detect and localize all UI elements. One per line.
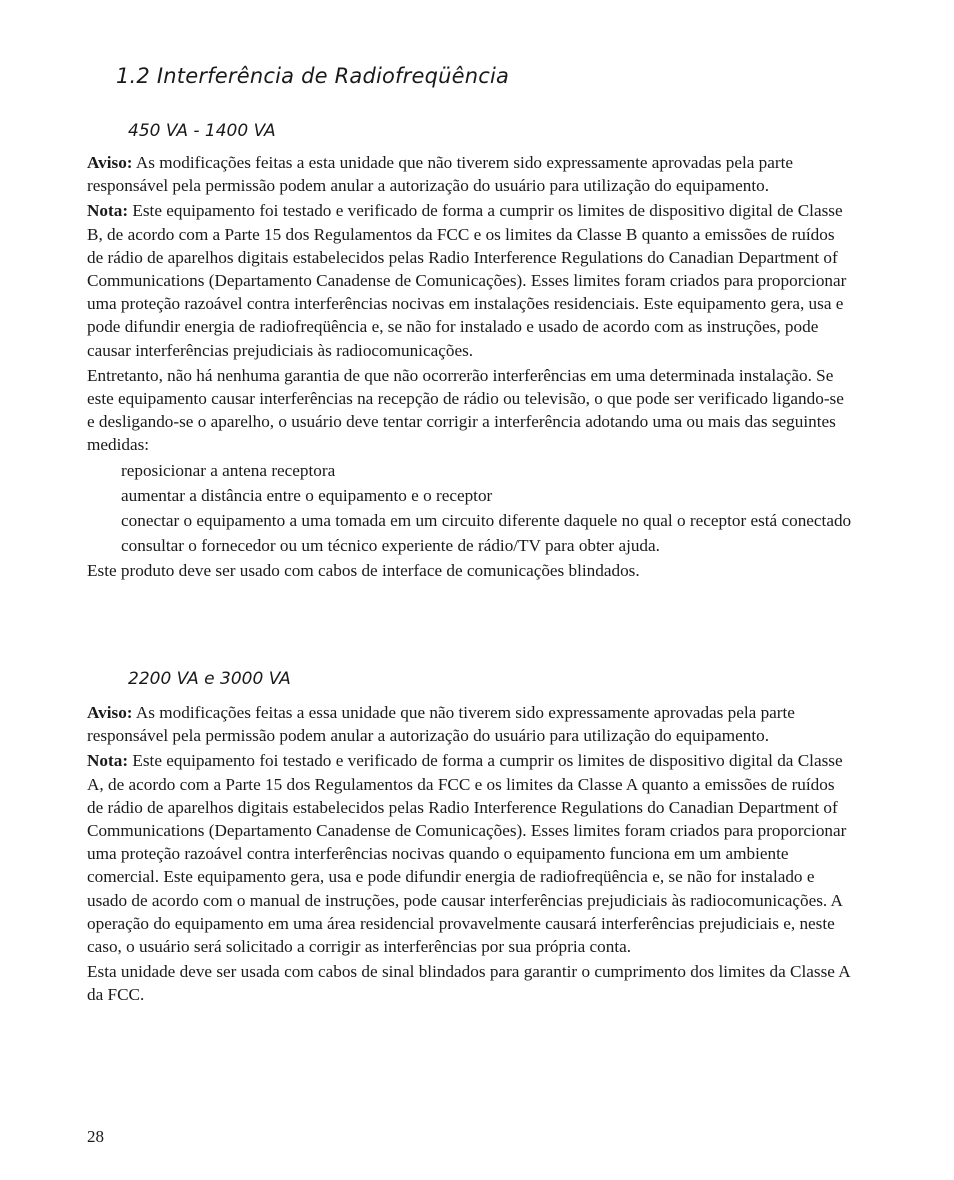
aviso-paragraph [87,701,852,747]
nota-paragraph [87,199,852,361]
measure-item: reposicionar a antena receptora [121,460,336,480]
section-title: 1.2 Interferência de Radiofreqüência [116,64,510,88]
nota-label: Nota: [87,201,129,221]
aviso-label: Aviso: [87,703,133,722]
measure-item: consultar o fornecedor ou um técnico experiente de rádio/TV para obter ajuda. [121,536,660,556]
nota-text: Este equipamento foi testado e verificado de forma a cumprir os limites de dispositivo digital de Classe B, de acordo com a Parte 15 dos Regulamentos da FCC e os limites da Classe B quanto a emissões de ruídos de rádio de aparelhos digitais estabelecidos pelas Radio Interference Regulations do Canadian Department of Communications (Departamento Canadense de Comunicações). Esses limites foram criados para proporcionar uma proteção razoável contra interferências nocivas em instalações residenciais. Este equipamento gera, usa e pode difundir energia de radiofreqüência e, se não for instalado e usado de acordo com as instruções, pode causar interferências prejudiciais às radiocomunicações. [87,201,847,360]
measure-item: conectar o equipamento a uma tomada em um circuito diferente daquele no qual o receptor está conectado [121,511,852,531]
aviso-text: As modificações feitas a essa unidade que não tiverem sido expressamente aprovadas pela parte responsável pela permissão podem anular a autorização do usuário para utilização do equipamento. [87,703,795,746]
nota-text: Este equipamento foi testado e verificado de forma a cumprir os limites de dispositivo digital da Classe A, de acordo com a Parte 15 dos Regulamentos da FCC e os limites da Classe A quanto a emissões de ruídos de rádio de aparelhos digitais estabelecidos pelas Radio Interference Regulations do Canadian Department of Communications (Departamento Canadense de Comunicações). Esses limites foram criados para proporcionar uma proteção razoável contra interferências nocivas quando o equipamento funciona em um ambiente comercial. Este equipamento gera, usa e pode difundir energia de radiofreqüência e, se não for instalado e usado de acordo com o manual de instruções, pode causar interferências prejudiciais às radiocomunicações. A operação do equipamento em uma área residencial provavelmente causará interferências prejudiciais e, neste caso, o usuário será solicitado a corrigir as interferências por sua própria conta. [87,751,847,957]
subsection-heading-class-a: 2200 VA e 3000 VA [128,669,291,689]
nota-paragraph [87,749,852,958]
aviso-paragraph [87,151,852,197]
class-a-body [87,701,852,1009]
intro-paragraph: Entretanto, não há nenhuma garantia de que não ocorrerão interferências em uma determinada instalação. Se este equipamento causar interferências na recepção de rádio ou televisão, o que pode ser verificado ligando-se e desligando-se o aparelho, o usuário deve tentar corrigir a interferência adotando uma ou mais das seguintes medidas: [87,365,844,455]
measure-item: aumentar a distância entre o equipamento e o receptor [121,485,493,505]
aviso-label: Aviso: [87,153,133,172]
closing-paragraph: Este produto deve ser usado com cabos de interface de comunicações blindados. [87,561,640,581]
subsection-heading-class-b: 450 VA - 1400 VA [128,121,276,141]
closing-paragraph: Esta unidade deve ser usada com cabos de sinal blindados para garantir o cumprimento dos limites da Classe A da FCC. [87,962,850,1005]
aviso-text: As modificações feitas a esta unidade que não tiverem sido expressamente aprovadas pela parte responsável pela permissão podem anular a autorização do usuário para utilização do equipamento. [87,153,794,196]
class-b-body [87,151,852,585]
nota-label: Nota: [87,751,129,771]
page-number: 28 [87,1127,104,1146]
